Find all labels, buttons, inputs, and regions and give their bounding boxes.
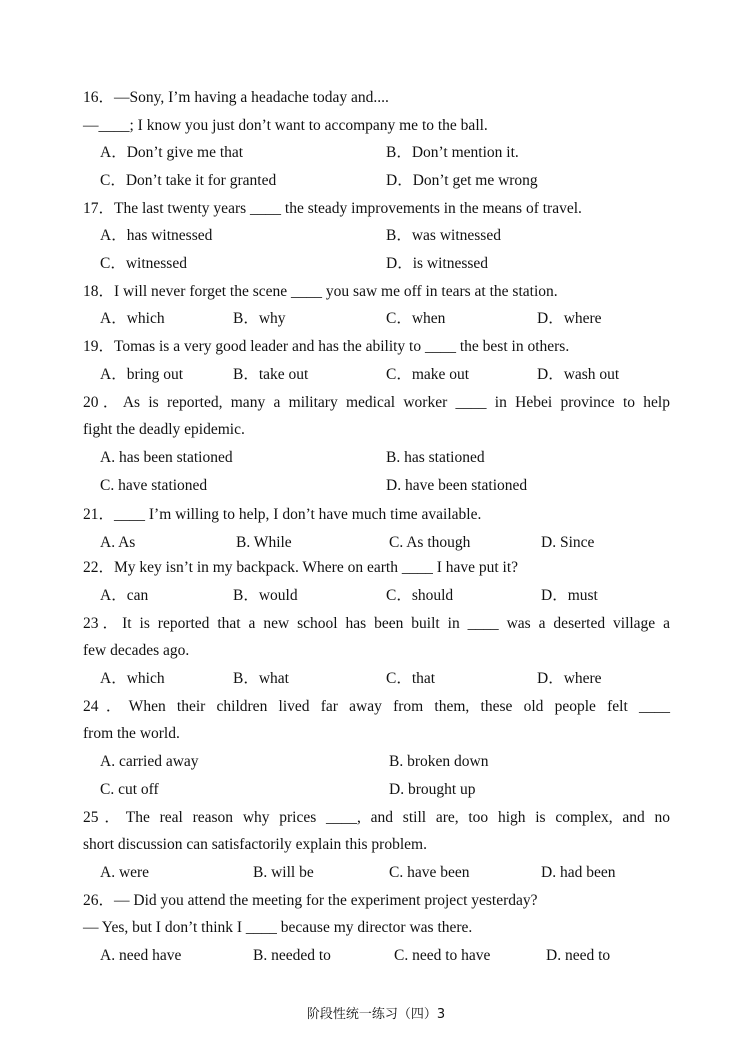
question-23-stem-line-2: few decades ago. <box>83 642 190 659</box>
question-26-stem-line-2: — Yes, but I don’t think I ____ because my director was there. <box>83 919 473 936</box>
question-17-option-c: C．witnessed <box>100 255 187 272</box>
question-20-option-d: D. have been stationed <box>386 477 528 494</box>
question-22-stem-line-1: 22．My key isn’t in my backpack. Where on earth ____ I have put it? <box>83 559 519 576</box>
question-21-option-b: B. While <box>236 534 292 551</box>
question-23-option-b: B．what <box>233 670 289 687</box>
question-19-option-a: A．bring out <box>100 366 184 383</box>
page-footer: 阶段性统一练习（四）3 <box>306 1007 446 1022</box>
question-24-option-b: B. broken down <box>389 753 489 770</box>
question-17-option-d: D．is witnessed <box>386 255 489 272</box>
question-22-option-c: C．should <box>386 587 454 604</box>
question-18-option-a: A．which <box>100 310 165 327</box>
question-19-stem-line-1: 19．Tomas is a very good leader and has the ability to ____ the best in others. <box>83 338 570 355</box>
question-18-option-b: B．why <box>233 310 286 327</box>
question-23-stem-line-1: 23．It is reported that a new school has been built in ____ was a deserted village a <box>83 615 670 632</box>
question-19-option-b: B．take out <box>233 366 309 383</box>
question-24-option-c: C. cut off <box>100 781 159 798</box>
question-24-option-a: A. carried away <box>100 753 199 770</box>
question-21-option-c: C. As though <box>389 534 471 551</box>
question-16-option-c: C．Don’t take it for granted <box>100 172 277 189</box>
question-23-option-a: A．which <box>100 670 165 687</box>
question-20-option-a: A. has been stationed <box>100 449 233 466</box>
question-21-stem-line-1: 21．____ I’m willing to help, I don’t have much time available. <box>83 506 482 523</box>
question-25-stem-line-1: 25．The real reason why prices ____, and still are, too high is complex, and no <box>83 809 670 826</box>
question-25-stem-line-2: short discussion can satisfactorily explain this problem. <box>83 836 427 853</box>
question-24-stem-line-2: from the world. <box>83 725 180 742</box>
question-22-option-a: A．can <box>100 587 149 604</box>
question-17-option-b: B．was witnessed <box>386 227 501 244</box>
question-24-option-d: D. brought up <box>389 781 476 798</box>
question-25-option-a: A. were <box>100 864 150 881</box>
question-26-stem-line-1: 26．— Did you attend the meeting for the experiment project yesterday? <box>83 892 538 909</box>
question-16-option-b: B．Don’t mention it. <box>386 144 519 161</box>
question-22-option-b: B．would <box>233 587 298 604</box>
question-18-option-d: D．where <box>537 310 602 327</box>
question-25-option-c: C. have been <box>389 864 470 881</box>
question-26-option-b: B. needed to <box>253 947 331 964</box>
question-19-option-c: C．make out <box>386 366 470 383</box>
question-18-option-c: C．when <box>386 310 446 327</box>
question-24-stem-line-1: 24．When their children lived far away from them, these old people felt ____ <box>83 698 670 715</box>
question-16-option-d: D．Don’t get me wrong <box>386 172 538 189</box>
question-16-stem-line-1: 16．—Sony, I’m having a headache today and.... <box>83 89 389 106</box>
question-16-option-a: A．Don’t give me that <box>100 144 244 161</box>
question-16-stem-line-2: —____; I know you just don’t want to accompany me to the ball. <box>83 117 488 134</box>
question-17-stem-line-1: 17．The last twenty years ____ the steady improvements in the means of travel. <box>83 200 582 217</box>
question-20-stem-line-1: 20．As is reported, many a military medical worker ____ in Hebei province to help <box>83 394 670 411</box>
question-21-option-d: D. Since <box>541 534 595 551</box>
question-23-option-d: D．where <box>537 670 602 687</box>
question-20-stem-line-2: fight the deadly epidemic. <box>83 421 245 438</box>
question-17-option-a: A．has witnessed <box>100 227 213 244</box>
question-20-option-b: B. has stationed <box>386 449 485 466</box>
question-22-option-d: D．must <box>541 587 598 604</box>
question-19-option-d: D．wash out <box>537 366 620 383</box>
question-26-option-a: A. need have <box>100 947 182 964</box>
question-26-option-c: C. need to have <box>394 947 491 964</box>
question-18-stem-line-1: 18．I will never forget the scene ____ you saw me off in tears at the station. <box>83 283 558 300</box>
question-23-option-c: C．that <box>386 670 436 687</box>
question-20-option-c: C. have stationed <box>100 477 208 494</box>
question-25-option-d: D. had been <box>541 864 616 881</box>
question-21-option-a: A. As <box>100 534 136 551</box>
question-26-option-d: D. need to <box>546 947 611 964</box>
question-25-option-b: B. will be <box>253 864 314 881</box>
